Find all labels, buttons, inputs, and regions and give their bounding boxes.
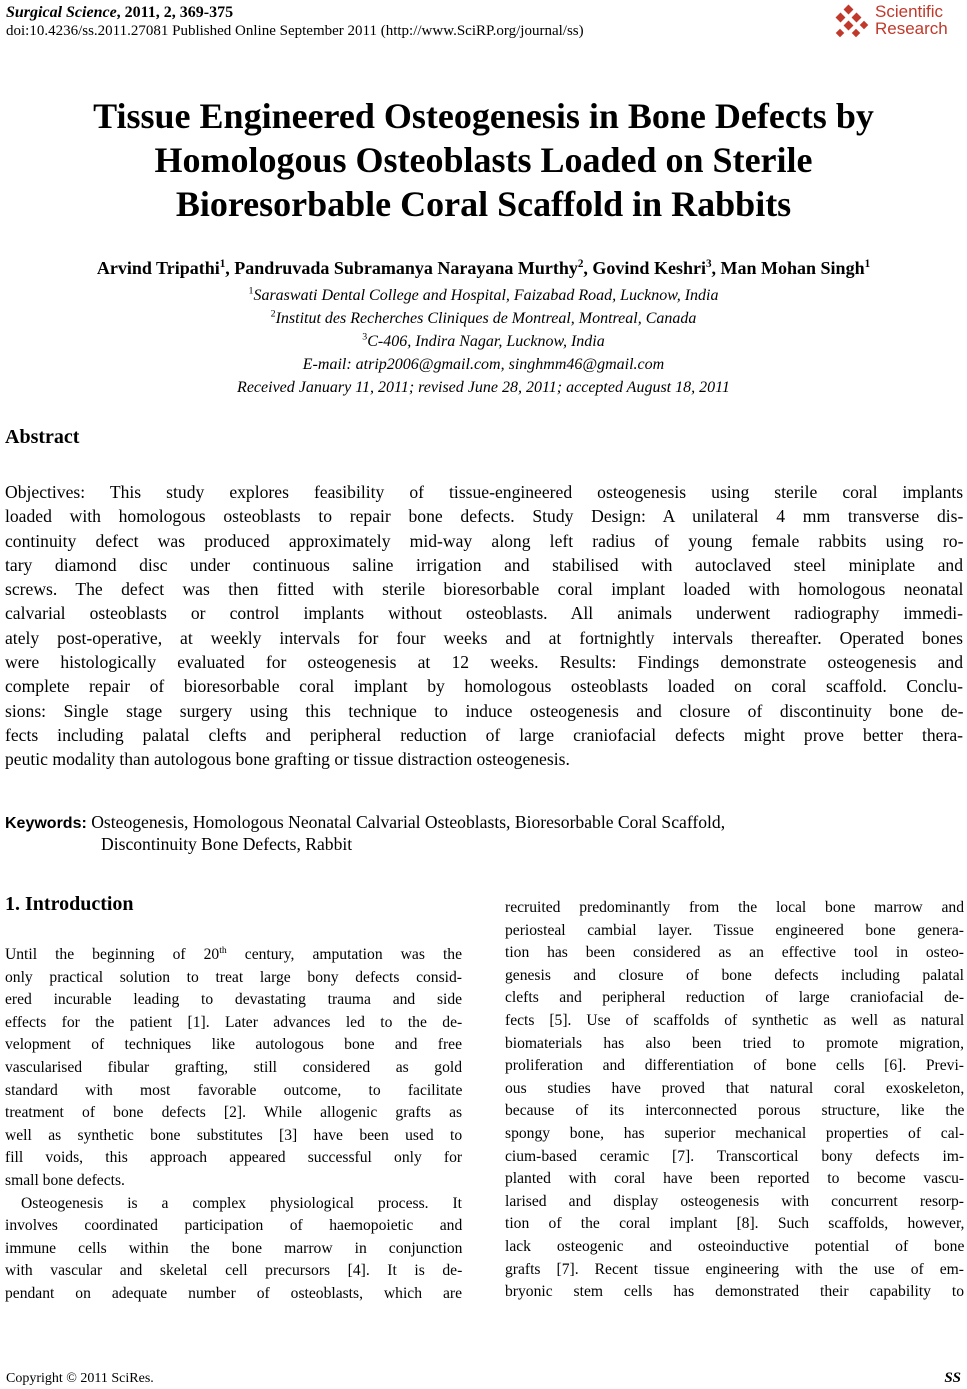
affiliation-marker: 2 [270,308,276,320]
author-list: Arvind Tripathi$^1$, Pandruvada Subramanya Narayana Murthy$^2$, Govind Keshri$^3$, Man Mohan Singh$^1$ [96,258,871,278]
keywords-label: Keywords: [5,815,87,832]
affiliation-marker: 3 [362,331,368,343]
body-line-part: Until the beginning of 20 [5,946,220,963]
keywords [5,810,725,836]
affiliation [0,310,967,328]
email-addresses[interactable]: atrip2006@gmail.com, singhmm46@gmail.com [355,356,665,373]
logo-line-1: Scientific [875,2,944,21]
body-line-part: century, amputation was the [226,946,462,963]
abstract-line: ately post-operative, at weekly intervals for four weeks and at fortnightly intervals thereafter. Operated bones [5,627,963,648]
keywords-line-1: Osteogenesis, Homologous Neonatal Calvarial Osteoblasts, Bioresorbable Coral Scaffold, [91,812,726,832]
body-line: Osteogenesis is a complex physiological process. It [21,1194,462,1212]
body-line: because of its interconnected porous structure, like the [505,1102,965,1120]
paper-title [0,94,967,226]
body-line: grafts [7]. Recent tissue engineering with the use of em- [505,1260,964,1278]
body-line: effects for the patient [1]. Later advances led to the de- [5,1013,463,1031]
abstract-line: sions: Single stage surgery using this technique to induce osteogenesis and closure of discontinuity bone de- [5,700,964,721]
body-line: cium-based ceramic [7]. Transcortical bony defects im- [505,1147,965,1165]
body-line: lack osteogenic and osteoinductive potential of bone [505,1237,965,1255]
abstract-line: loaded with homologous osteoblasts to repair bone defects. Study Design: A unilateral 4 mm transverse dis- [5,506,964,527]
body-line: genesis and closure of bone defects including palatal [505,966,964,984]
body-line: small bone defects. [5,1171,125,1189]
author-name: Pandruvada Subramanya Narayana Murthy [234,258,578,278]
publisher-logo [831,2,955,42]
journal-volume-pages: , 2011, 2, 369-375 [116,4,234,21]
affiliation [0,333,967,351]
abstract-line: Objectives: This study explores feasibility of tissue-engineered osteogenesis using sterile coral implants [5,482,964,502]
body-line: tion of the coral implant [8]. Such scaffolds, however, [505,1215,965,1233]
body-line: treatment of bone defects [2]. While allogenic grafts as [5,1104,463,1122]
section-heading-introduction: 1. Introduction [5,893,134,915]
body-line: tion has been considered as an effective tool in osteo- [505,944,964,962]
body-line: pendant on adequate number of osteoblasts, which are [5,1284,462,1302]
body-line: bryonic stem cells has demonstrated their capability to [505,1283,964,1301]
body-line: periosteal cambial layer. Tissue engineered bone genera- [505,921,964,939]
superscript-th: th [219,944,227,956]
body-line: larised and display osteogenesis with concurrent resorp- [505,1192,964,1210]
email-label: E-mail [302,356,347,373]
abstract-line: complete repair of bioresorbable coral implant by homologous osteoblasts loaded on coral scaffold. Conclu- [5,676,963,697]
body-line: well as synthetic bone substitutes [3] have been used to [5,1126,463,1144]
abstract-body [5,480,963,772]
keywords-line-2: Discontinuity Bone Defects, Rabbit [101,834,353,854]
body-line: recruited predominantly from the local bone marrow and [505,899,964,916]
column-right [505,897,964,1304]
title-line: Bioresorbable Coral Scaffold in Rabbits [175,184,792,224]
body-line: fill voids, this approach appeared successful only for [5,1149,463,1167]
email-line: E-mail: atrip2006@gmail.com, singhmm46@gmail.com [302,356,665,373]
affiliation-text: Saraswati Dental College and Hospital, Faizabad Road, Lucknow, India [253,287,719,304]
body-line: standard with most favorable outcome, to facilitate [5,1081,463,1099]
author-name: Govind Keshri [592,258,706,278]
body-line: biomaterials has also been tried to promote migration, [505,1034,964,1052]
logo-line-2: Research [875,19,948,38]
doi-line: doi:10.4236/ss.2011.27081 Published Online September 2011 (http://www.SciRP.org/journal/ss) [6,23,584,39]
received-dates: Received January 11, 2011; revised June 28, 2011; accepted August 18, 2011 [237,379,730,396]
abstract-line: continuity defect was produced approximately mid-way along left radius of young female rabbits using ro- [5,530,964,551]
abstract-line: calvarial osteoblasts or control implants without osteoblasts. All animals underwent radiography immedi- [5,603,963,624]
author-name: Arvind Tripathi [96,258,220,278]
title-line: Tissue Engineered Osteogenesis in Bone Defects by [93,96,874,136]
body-line: spongy bone, has superior mechanical properties of cal- [505,1124,965,1142]
journal-name: Surgical Science [6,4,117,21]
title-line: Homologous Osteoblasts Loaded on Sterile [154,140,813,180]
body-line: fects [5]. Use of scaffolds of synthetic as well as natural [505,1011,965,1029]
body-line: only practical solution to treat large bony defects consid- [5,968,462,986]
author-affil-marker: 3 [705,258,712,270]
body-line: proliferation and differentiation of bone cells [6]. Previ- [505,1057,964,1075]
abstract-line: screws. The defect was then fitted with sterile bioresorbable coral implant loaded with homologous neonatal [5,579,964,600]
body-line: ous studies have proved that natural coral exoskeleton, [505,1079,965,1097]
affiliation-text: C-406, Indira Nagar, Lucknow, India [367,333,605,350]
body-line: involves coordinated participation of haemopoietic and [5,1217,463,1235]
body-line: vascularised fibular grafting, still considered as gold [5,1058,462,1076]
journal-abbrev-footer: SS [944,1370,961,1386]
author-affil-marker: 1 [219,258,226,270]
affiliation [0,287,967,305]
body-line: ered incurable leading to devastating trauma and side [5,991,463,1009]
author-name: Man Mohan Singh [720,258,865,278]
affiliation-marker: 1 [248,285,254,297]
column-left [5,944,462,1306]
body-line: clefts and peripheral reduction of large craniofacial de- [505,989,965,1007]
copyright-footer: Copyright © 2011 SciRes. [6,1371,154,1386]
author-affil-marker: 1 [864,258,871,270]
abstract-line: tary diamond disc under continuous saline irrigation and stabilised with autoclaved steel miniplate and [5,554,963,575]
body-line: immune cells within the bone marrow in conjunction [5,1239,463,1257]
body-line: with vascular and skeletal cell precursors [4]. It is de- [5,1262,463,1280]
body-line: planted with coral have been reported to become vascu- [505,1170,965,1188]
abstract-line: fects including palatal clefts and peripheral reduction of large craniofacial defects might prove better thera- [5,724,963,745]
abstract-line: were histologically evaluated for osteogenesis at 12 weeks. Results: Findings demonstrate osteogenesis and [5,652,963,673]
abstract-heading: Abstract [5,426,80,448]
journal-citation [6,4,233,22]
author-affil-marker: 2 [577,258,584,270]
affiliation-text: Institut des Recherches Cliniques de Montreal, Montreal, Canada [275,310,697,327]
body-line [5,944,462,967]
body-line: velopment of techniques like autologous bone and free [5,1036,462,1054]
abstract-line: peutic modality than autologous bone grafting or tissue distraction osteogenesis. [5,749,570,770]
scirp-logo-icon [831,4,871,42]
